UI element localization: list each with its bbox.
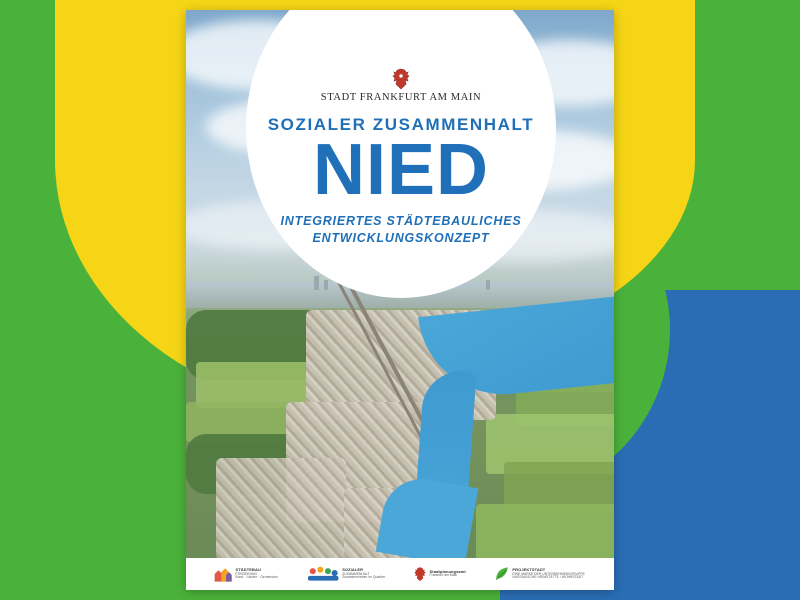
cover-subtitle-line1: INTEGRIERTES STÄDTEBAULICHES — [280, 213, 522, 228]
eagle-crest-icon — [392, 68, 410, 90]
field-area — [476, 504, 614, 558]
logo-line-3: NASSAUISCHE HEIMSTÄTTE / WOHNSTADT — [512, 575, 584, 579]
logo-line-2: EINE MARKE DER UNTERNEHMENSGRUPPE — [512, 571, 586, 576]
people-circle-icon — [307, 565, 339, 582]
logo-line-1: PROJEKTSTADT — [512, 567, 546, 573]
logo-sozialer-zusammenhalt — [307, 565, 385, 582]
logo-line-2: FÖRDERUNG — [235, 571, 258, 576]
logo-line-3: Bund · Länder · Gemeinden — [235, 575, 279, 579]
logo-projektstadt — [495, 565, 585, 582]
cover-subtitle-line2: ENTWICKLUNGSKONZEPT — [312, 230, 490, 245]
cover-kicker: SOZIALER ZUSAMMENHALT — [267, 115, 535, 134]
logo-line-1: Stadtplanungsamt — [429, 569, 467, 575]
cover-title-block — [246, 10, 556, 298]
leaf-house-icon — [495, 565, 510, 582]
logo-text-block — [342, 569, 385, 580]
logo-stadt-frankfurt — [414, 565, 466, 582]
logo-line-1: STÄDTEBAU — [235, 567, 262, 573]
logo-text-block — [236, 569, 278, 580]
urban-area — [216, 458, 346, 558]
logo-line-2: ZUSAMMENHALT — [342, 571, 370, 576]
document-cover-page — [186, 10, 614, 590]
logo-line-1: SOZIALER — [342, 567, 364, 573]
city-name-label: STADT FRANKFURT AM MAIN — [320, 92, 482, 103]
page-title: NIED — [312, 130, 490, 210]
logo-staedtebaufoerderung — [214, 565, 278, 582]
logo-text-block — [430, 570, 466, 578]
houses-icon — [214, 565, 233, 582]
logo-line-2: Frankfurt am Main — [429, 573, 458, 578]
logo-text-block — [513, 569, 585, 580]
city-crest-block — [321, 68, 481, 103]
eagle-crest-icon — [414, 565, 427, 582]
footer-logo-bar — [186, 558, 614, 590]
logo-line-3: Zusammenleben im Quartier — [342, 575, 386, 579]
